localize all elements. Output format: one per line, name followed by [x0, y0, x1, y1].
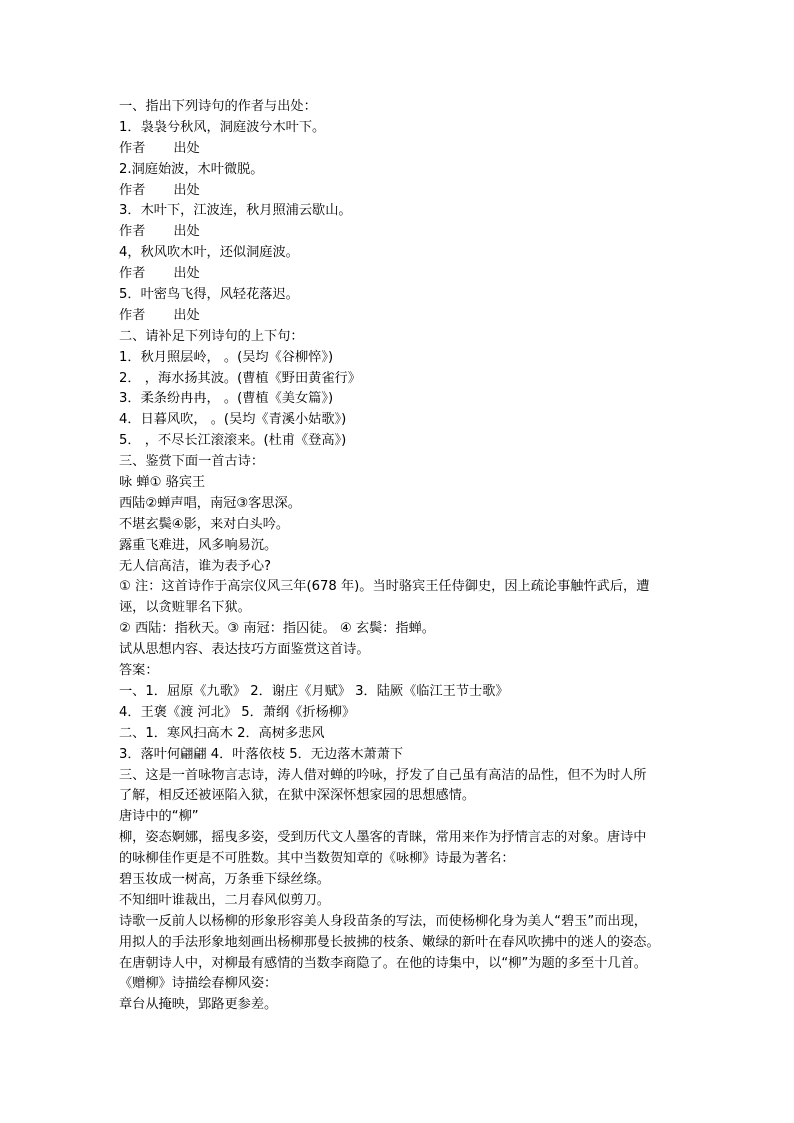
essay-line: 《赠柳》诗描绘春柳风姿：	[119, 976, 278, 992]
answer-line: 一、1．屈原《九歌》 2．谢庄《月赋》 3．陆厥《临江王节士歌》	[119, 683, 509, 699]
section2-heading: 二、请补足下列诗句的上下句：	[119, 328, 304, 344]
question-2: 2.洞庭始波，木叶微脱。	[119, 161, 264, 177]
poem-line: 无人信高洁，谁为表予心?	[119, 558, 272, 574]
question-3: 3．木叶下，江波连，秋月照浦云歇山。	[119, 203, 352, 219]
source-label: 出处	[173, 266, 200, 282]
answer-line: 三、这是一首咏物言志诗，涛人借对蝉的吟咏，抒发了自己虽有高洁的品性，但不为时人所	[119, 767, 647, 783]
fill-item: 4．日暮风吹， 。(吴均《青溪小姑歌》)	[119, 412, 347, 428]
author-label: 作者	[119, 266, 146, 282]
source-label: 出处	[173, 182, 200, 198]
answer-blank-2	[119, 181, 689, 202]
appreciation-task: 试从思想内容、表达技巧方面鉴赏这首诗。	[119, 642, 370, 658]
question-5: 5．叶密鸟飞得，风轻花落迟。	[119, 287, 299, 303]
answer-blank-4	[119, 264, 689, 285]
question-1: 1．袅袅兮秋风，洞庭波兮木叶下。	[119, 119, 326, 135]
essay-line: 的咏柳佳作更是不可胜数。其中当数贺知章的《咏柳》诗最为著名：	[119, 851, 515, 867]
document-page	[119, 97, 689, 1016]
fill-item: 3．柔条纷冉冉， 。(曹植《美女篇》)	[119, 391, 334, 407]
poem-line: 不堪玄鬓④影，来对白头吟。	[119, 516, 290, 532]
fill-item: 1．秋月照层岭， 。(吴均《谷柳悴》)	[119, 349, 334, 365]
fill-item: 5． ，不尽长江滚滚来。(杜甫《登高》)	[119, 433, 347, 449]
poem-note: ① 注：这首诗作于高宗仪风三年(678 年)。当时骆宾王任侍御史，因上疏论事触忤武后，遭	[119, 579, 650, 595]
source-label: 出处	[173, 224, 200, 240]
fill-item: 2． ，海水扬其波。(曹植《野田黄雀行》	[119, 370, 361, 386]
source-label: 出处	[173, 140, 200, 156]
question-4: 4，秋风吹木叶，还似洞庭波。	[119, 245, 299, 261]
poem-title: 咏 蝉① 骆宾王	[119, 475, 206, 491]
answer-line: 了解，相反还被诬陷入狱，在狱中深深怀想家园的思想感情。	[119, 788, 476, 804]
author-label: 作者	[119, 307, 146, 323]
author-label: 作者	[119, 140, 146, 156]
answer-line: 二、1．寒风扫高木 2．高树多悲风	[119, 725, 325, 741]
poem-line: 露重飞难进，风多响易沉。	[119, 537, 278, 553]
answer-blank-5	[119, 306, 689, 327]
essay-line: 不知细叶谁裁出，二月春风似剪刀。	[119, 892, 330, 908]
answers-heading: 答案：	[119, 663, 159, 679]
answer-line: 4．王褒《渡 河北》 5．萧纲《折杨柳》	[119, 704, 356, 720]
section3-heading: 三、鉴赏下面一首古诗：	[119, 454, 265, 470]
essay-line: 用拟人的手法形象地刻画出杨柳那曼长披拂的枝条、嫩绿的新叶在春风吹拂中的迷人的姿态。	[119, 934, 660, 950]
author-label: 作者	[119, 224, 146, 240]
essay-line: 柳，姿态婀娜，摇曳多姿，受到历代文人墨客的青睐，常用来作为抒情言志的对象。唐诗中	[119, 830, 647, 846]
poem-line: 西陆②蝉声唱，南冠③客思深。	[119, 495, 301, 511]
essay-line: 在唐朝诗人中，对柳最有感情的当数李商隐了。在他的诗集中，以“柳”为题的多至十几首。	[119, 955, 647, 971]
poem-note: ② 西陆：指秋天。③ 南冠：指囚徒。 ④ 玄鬓：指蝉。	[119, 621, 435, 637]
essay-line: 诗歌一反前人以杨柳的形象形容美人身段苗条的写法，而使杨柳化身为美人“碧玉”而出现，	[119, 913, 647, 929]
poem-note: 诬，以贪赃罪名下狱。	[119, 600, 251, 616]
essay-title: 唐诗中的“柳”	[119, 809, 199, 825]
essay-line: 章台从掩映，郢路更参差。	[119, 997, 278, 1013]
author-label: 作者	[119, 182, 146, 198]
section1-heading: 一、指出下列诗句的作者与出处：	[119, 99, 317, 114]
answer-blank-1	[119, 139, 689, 160]
answer-line: 3．落叶何翩翩 4．叶落依枝 5．无边落木萧萧下	[119, 746, 404, 762]
source-label: 出处	[173, 307, 200, 323]
essay-line: 碧玉妆成一树高，万条垂下绿丝绦。	[119, 871, 330, 887]
answer-blank-3	[119, 222, 689, 243]
